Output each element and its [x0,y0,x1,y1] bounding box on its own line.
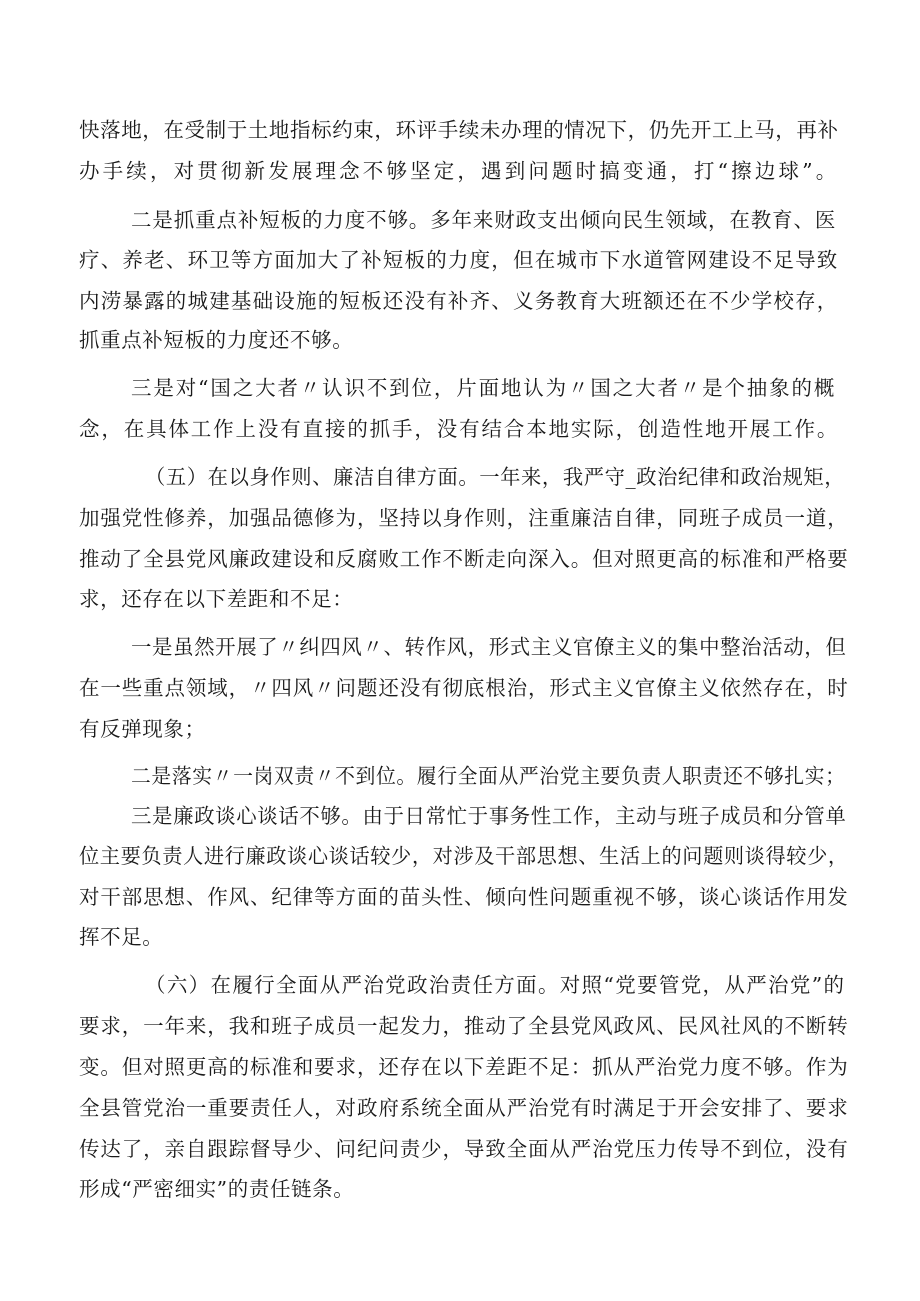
text-line: 推动了全县党风廉政建设和反腐败工作不断走向深入。但对照更高的标准和严格要 [79,547,849,571]
text-line: 在一些重点领域，〃四风〃问题还没有彻底根治，形式主义官僚主义依然存在，时 [79,676,849,700]
text-line: 要求，一年来，我和班子成员一起发力，推动了全县党风政风、民风社风的不断转 [79,1014,849,1038]
text-line: 对干部思想、作风、纪律等方面的苗头性、倾向性问题重视不够，谈心谈话作用发 [79,885,849,909]
text-line: 二是落实〃一岗双责〃不到位。履行全面从严治党主要负责人职责还不够扎实； [131,764,846,788]
text-line: 三是对“国之大者〃认识不到位，片面地认为〃国之大者〃是个抽象的概 [131,376,837,400]
text-line: 全县管党治一重要责任人，对政府系统全面从严治党有时满足于开会安排了、要求 [79,1096,849,1120]
text-line: 有反弹现象； [79,717,206,741]
text-line: （六）在履行全面从严治党政治责任方面。对照“党要管党，从严治党”的 [145,973,846,997]
text-line: 三是廉政谈心谈话不够。由于日常忙于事务性工作，主动与班子成员和分管单 [131,804,847,828]
text-line: （五）在以身作则、廉洁自律方面。一年来，我严守_政治纪律和政治规矩， [145,465,846,489]
text-line: 疗、养老、环卫等方面加大了补短板的力度，但在城市下水道管网建设不足导致 [79,248,839,272]
text-line: 加强党性修养，加强品德修为，坚持以身作则，注重廉洁自律，同班子成员一道， [79,506,849,530]
text-line: 二是抓重点补短板的力度不够。多年来财政支出倾向民生领域，在教育、医 [131,208,837,232]
text-line: 位主要负责人进行廉政谈心谈话较少，对涉及干部思想、生活上的问题则谈得较少， [79,844,849,868]
text-line: 快落地，在受制于土地指标约束，环评手续未办理的情况下，仍先开工上马，再补 [79,118,839,142]
text-line: 挥不足。 [79,925,164,949]
text-line: 内涝暴露的城建基础设施的短板还没有补齐、义务教育大班额还在不少学校存， [79,289,839,313]
text-line: 传达了，亲自跟踪督导少、问纪问责少，导致全面从严治党压力传导不到位，没有 [79,1137,849,1161]
text-line: 办手续，对贯彻新发展理念不够坚定，遇到问题时搞变通，打“擦边球”。 [79,159,840,183]
text-line: 念，在具体工作上没有直接的抓手，没有结合本地实际，创造性地开展工作。 [79,417,840,441]
text-line: 求，还存在以下差距和不足： [79,587,354,611]
text-line: 变。但对照更高的标准和要求，还存在以下差距不足：抓从严治党力度不够。作为 [79,1055,849,1079]
text-line: 抓重点补短板的力度还不够。 [79,328,354,352]
text-line: 一是虽然开展了〃纠四风〃、转作风，形式主义官僚主义的集中整治活动，但 [131,635,847,659]
text-line: 形成“严密细实”的责任链条。 [79,1177,355,1201]
